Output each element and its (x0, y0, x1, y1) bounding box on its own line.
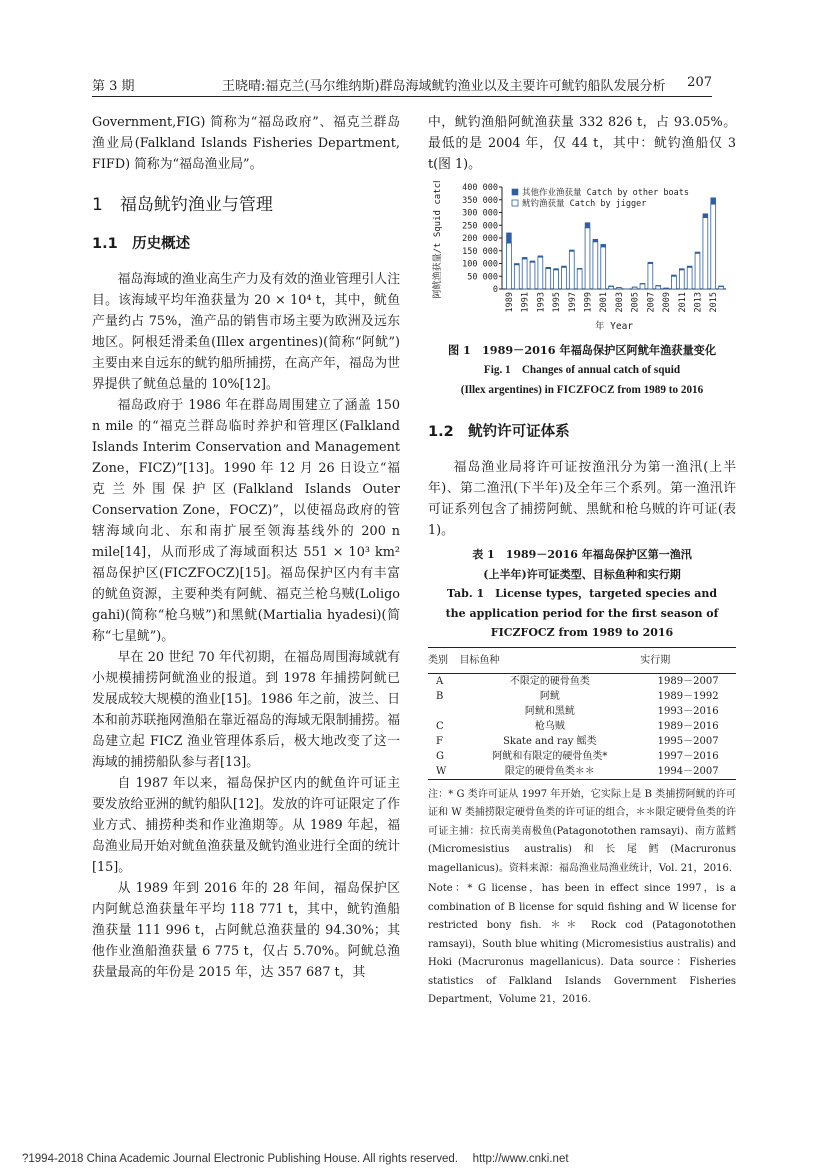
bar-other (530, 261, 535, 262)
table-caption-en-3: FICZFOCZ from 1989 to 2016 (490, 626, 674, 639)
bar-other (577, 268, 582, 269)
bar-jigger (695, 253, 700, 289)
bar-jigger (577, 269, 582, 289)
table-cell: 1997－2016 (657, 750, 719, 762)
table-cell: Skate and ray 鳐类 (503, 735, 597, 747)
bar-jigger (671, 276, 676, 289)
paragraph: 中，鱿钓渔船阿鱿渔获量 332 826 t，占 93.05%。最低的是 2004 年，仅 44 t，其中：鱿钓渔船仅 3 t(图 1)。 (428, 115, 736, 172)
bar-other (687, 266, 692, 267)
table-cell: 1989－2016 (657, 720, 719, 732)
y-tick-label: 400 000 (462, 183, 498, 193)
table-row (428, 673, 736, 689)
bar-other (554, 269, 559, 270)
running-title: 王晓晴:福克兰(马尔维纳斯)群岛海域鱿钓渔业以及主要许可鱿钓船队发展分析 (222, 79, 666, 94)
x-tick-label: 1995 (552, 292, 563, 313)
x-tick-label: 1993 (536, 292, 547, 313)
bar-other (522, 257, 527, 259)
figure-caption-en-2: (Illex argentines) in FICZFOCZ from 1989 to 2016 (460, 384, 704, 396)
bar-jigger (522, 259, 527, 289)
bar-other (656, 285, 661, 286)
table-cell: 1995－2007 (657, 735, 719, 747)
paragraph: 福岛渔业局将许可证按渔汛分为第一渔汛(上半年)、第二渔汛(下半年)及全年三个系列。第一渔汛许可证系列包含了捕捞阿鱿、黑鱿和枪乌贼的许可证(表 1)。 (428, 460, 736, 538)
x-axis-label: 年 Year (594, 321, 634, 331)
table-cell: C (436, 720, 444, 732)
catch-bar-chart (430, 181, 730, 331)
paragraph: Government,FIG) 简称为“福岛政府”、福克兰群岛渔业局(Falkland Islands Fisheries Department, FIFD) 简称为“福岛渔业局”。 (92, 115, 400, 172)
x-tick-label: 1997 (567, 292, 578, 313)
table-caption-cn-2: (上半年)许可证类型、目标鱼种和实行期 (483, 567, 681, 581)
figure-caption (428, 340, 736, 400)
legend-label-jigger: 鱿钓渔获量 Catch by jigger (522, 199, 647, 209)
bar-other (546, 267, 551, 268)
bar-other (514, 264, 519, 265)
x-tick-label: 2007 (646, 292, 657, 313)
x-tick-label: 1991 (520, 292, 531, 313)
table-header-cell: 实行期 (640, 647, 736, 673)
table-cell: A (436, 675, 444, 687)
table-row (428, 764, 736, 780)
subsection-heading: 1.2 鱿钓许可证体系 (428, 424, 570, 440)
paragraph: 福岛海域的渔业高生产力及有效的渔业管理引人注目。该海域平均年渔获量为 20 × 10⁴ t，其中，鱿鱼产量约占 75%，渔产品的销售市场主要为欧洲及远东地区。阿根廷滑柔鱼(Illex argentines)(简称“阿鱿”)主要由来自远东的鱿钓船所捕捞，在高产年，福岛为世界提供了鱿鱼总量的 10%[12]。 (92, 272, 400, 392)
table-caption (428, 545, 736, 643)
bar-jigger (601, 247, 606, 289)
legend-swatch-jigger (512, 200, 518, 206)
bar-other (640, 283, 645, 284)
y-tick-label: 150 000 (462, 246, 498, 257)
table-note-en: Note：* G license，has been in effect since 1997，is a combination of B license for squid fishing and W license for restricted bony fish. ＊＊ Rock cod (Patagonotothen ramsayi)，South blue whiting (Micromesistius australis) and Hoki (Macruronus magellanicus). Data source：Fisheries statistics of Falkland Islands Government Fisheries Department，Volume 21，2016. (428, 883, 736, 1005)
bar-jigger (554, 270, 559, 289)
bar-other (506, 233, 511, 243)
bar-jigger (687, 267, 692, 289)
bar-jigger (648, 264, 653, 290)
table-cell: F (436, 735, 443, 747)
table-cell: 1993－2016 (657, 705, 719, 717)
table-cell: 限定的硬骨鱼类＊＊ (459, 764, 640, 780)
bar-jigger (711, 204, 716, 289)
license-table (428, 647, 736, 780)
table-caption-en-1: Tab. 1 License types，targeted species and (446, 587, 718, 600)
table-header-row (428, 647, 736, 673)
bar-jigger (656, 286, 661, 289)
paragraph: 福岛政府于 1986 年在群岛周围建立了涵盖 150 n mile 的“福克兰群岛临时养护和管理区(Falkland Islands Interim Conservation and Management Zone，FICZ)”[13]。1990 年 12 月 26 日设立“福克兰外围保护区(Falkland Islands Outer Conservation Zone，FOCZ)”，以使福岛政府的管辖海域向北、东和南扩展至领海基线外的 200 n mile[14]，从而形成了海域面积达 551 × 10³ km² 福岛保护区(FICZFOCZ)[15]。福岛保护区内有丰富的鱿鱼资源，主要种类有阿鱿、福克兰枪乌贼(Loligo gahi)(简称“枪乌贼”)和黑鱿(Martialia hyadesi)(简称“七星鱿”)。 (92, 398, 400, 644)
bar-jigger (538, 257, 543, 289)
table-cell: G (436, 750, 444, 762)
bar-other (695, 252, 700, 253)
bar-other (679, 269, 684, 270)
table-note-cn: 注：* G 类许可证从 1997 年开始，它实际上是 B 类捕捞阿鱿的许可证和 W 类捕捞限定硬骨鱼类的许可证的组合，＊＊限定硬骨鱼类的许可证主捕：拉氏南美南极鱼(Patagonotothen ramsayi)、南方蓝鳕(Micromesistius australis)和长尾鳕(Macruronus magellanicus)。资料来源：福岛渔业局渔业统计，Vol. 21，2016. (428, 788, 736, 874)
x-tick-label: 2001 (599, 292, 610, 313)
bar-other (671, 275, 676, 276)
page-number: 207 (687, 75, 712, 90)
x-tick-label: 1999 (583, 292, 594, 313)
figure-caption-cn: 图 1 1989－2016 年福岛保护区阿鱿年渔获量变化 (447, 343, 717, 357)
x-tick-label: 2015 (709, 292, 720, 313)
bar-jigger (546, 269, 551, 289)
x-tick-label: 2005 (630, 292, 641, 313)
bar-jigger (530, 262, 535, 289)
bar-jigger (514, 265, 519, 289)
table-row (428, 719, 736, 734)
bar-other (703, 214, 708, 218)
table-cell: W (428, 764, 459, 780)
bar-other (569, 250, 574, 251)
y-tick-label: 350 000 (462, 195, 498, 206)
table-row (428, 734, 736, 749)
bar-jigger (640, 284, 645, 289)
table-row (428, 749, 736, 764)
header-rule (92, 96, 712, 97)
section-heading: 1 福岛鱿钓渔业与管理 (92, 195, 273, 215)
table-cell: 阿鱿和有限定的硬骨鱼类* (492, 750, 608, 762)
bar-other (609, 286, 614, 287)
paragraph: 自 1987 年以来，福岛保护区内的鱿鱼许可证主要发放给亚洲的鱿钓船队[12]。发放的许可证限定了作业方式、捕捞种类和作业渔期等。从 1989 年起，福岛渔业局开始对鱿鱼渔获量及鱿钓渔业进行全面的统计[15]。 (92, 776, 400, 875)
paragraph: 早在 20 世纪 70 年代初期，在福岛周围海域就有小规模捕捞阿鱿渔业的报道。到 1978 年捕捞阿鱿已发展成较大规模的渔业[15]。1986 年之前，波兰、日本和前苏联拖网渔船在靠近福岛的海域无限制捕捞。福岛建立起 FICZ 渔业管理体系后，极大地改变了这一海域的捕捞船队参与者[13]。 (92, 650, 400, 770)
x-tick-label: 2013 (693, 292, 704, 313)
bar-jigger (593, 242, 598, 289)
table-cell (428, 704, 459, 719)
bar-jigger (719, 286, 724, 289)
x-tick-label: 2009 (662, 292, 673, 313)
y-tick-label: 100 000 (462, 259, 498, 270)
y-axis-label: 阿鱿渔获量/t Squid catch (433, 181, 443, 299)
table-row (428, 704, 736, 719)
copyright-footer: ?1994-2018 China Academic Journal Electronic Publishing House. All rights reserved. http://www.cnki.net (22, 1153, 569, 1165)
legend-swatch-other (512, 189, 518, 195)
table-cell: 不限定的硬骨鱼类 (509, 675, 590, 687)
paragraph: 从 1989 年到 2016 年的 28 年间，福岛保护区内阿鱿总渔获量年平均 118 771 t，其中，鱿钓渔船渔获量 111 996 t，占阿鱿总渔获量的 94.30%；其他作业渔船渔获量 6 775 t，仅占 5.70%。阿鱿总渔获量最高的年份是 2015 年，达 357 687 t，其 (92, 881, 400, 980)
table-cell: 枪乌贼 (534, 720, 565, 732)
x-tick-label: 1989 (504, 292, 515, 313)
table-caption-en-2: the application period for the first season of (445, 606, 719, 620)
table-row (428, 689, 736, 704)
bar-other (648, 262, 653, 263)
bar-jigger (585, 228, 590, 289)
bar-jigger (569, 251, 574, 289)
subsection-heading: 1.1 历史概述 (92, 236, 191, 252)
left-column (92, 112, 400, 983)
bar-other (601, 244, 606, 247)
bar-jigger (679, 270, 684, 289)
legend-label-other: 其他作业渔获量 Catch by other boats (522, 188, 689, 198)
table-cell: 1989－2007 (657, 675, 719, 687)
table-header-cell: 目标鱼种 (459, 647, 640, 673)
x-tick-label: 2003 (614, 292, 625, 313)
y-tick-label: 200 000 (462, 234, 498, 244)
bar-other (561, 266, 566, 267)
bar-other (593, 239, 598, 242)
table-cell: 阿鱿 (539, 690, 560, 702)
issue-number: 第 3 期 (92, 79, 135, 94)
x-tick-label: 2011 (677, 292, 688, 313)
table-header-cell: 类别 (428, 647, 459, 673)
y-tick-label: 250 000 (462, 221, 498, 232)
y-tick-label: 300 000 (462, 208, 498, 219)
table-cell: 1994－2007 (640, 764, 736, 780)
figure-1 (430, 181, 736, 338)
bar-jigger (561, 267, 566, 289)
figure-caption-en-1: Fig. 1 Changes of annual catch of squid (483, 364, 681, 376)
table-cell: 阿鱿和黑鱿 (524, 705, 575, 717)
table-caption-cn-1: 表 1 1989－2016 年福岛保护区第一渔汛 (472, 548, 692, 561)
bar-other (585, 223, 590, 228)
right-column (428, 112, 736, 1010)
table-cell: 1989－1992 (657, 690, 719, 702)
bar-other (538, 256, 543, 257)
bar-jigger (506, 243, 511, 289)
bar-other (711, 198, 716, 204)
bar-jigger (609, 286, 614, 289)
y-tick-label: 50 000 (467, 272, 498, 283)
table-cell: B (436, 690, 444, 702)
bar-jigger (703, 218, 708, 289)
y-tick-label: 0 (492, 285, 498, 295)
bar-other (719, 286, 724, 287)
